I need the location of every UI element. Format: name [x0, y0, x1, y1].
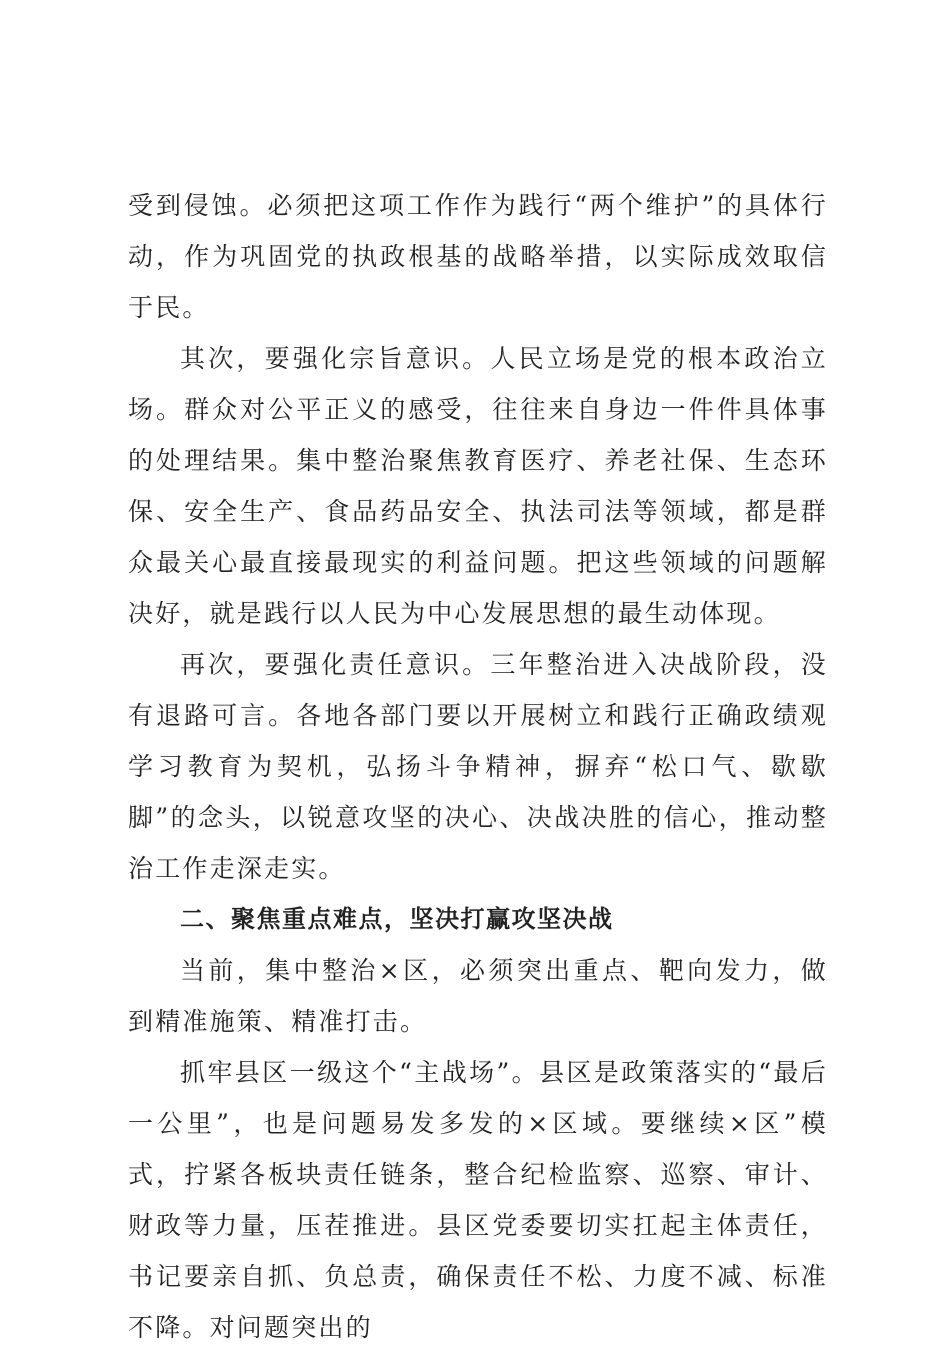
paragraph-current-focus: 当前，集中整治×区，必须突出重点、靶向发力，做到精准施策、精准打击。: [128, 956, 828, 1036]
document-body: [128, 180, 828, 1353]
section-heading: 二、聚焦重点难点，坚决打赢攻坚决战: [180, 905, 614, 933]
paragraph-county-battlefield: 抓牢县区一级这个“主战场”。县区是政策落实的“最后一公里”，也是问题易发多发的×区域。要继续×区”模式，拧紧各板块责任链条，整合纪检监察、巡察、审计、财政等力量，压茬推进。县区党委要切实扛起主体责任，书记要亲自抓、负总责，确保责任不松、力度不减、标准不降。对问题突出的: [128, 1058, 828, 1342]
paragraph-purpose-awareness: 其次，要强化宗旨意识。人民立场是党的根本政治立场。群众对公平正义的感受，往往来自身边一件件具体事的处理结果。集中整治聚焦教育医疗、养老社保、生态环保、安全生产、食品药品安全、执法司法等领域，都是群众最关心最直接最现实的利益问题。把这些领域的问题解决好，就是践行以人民为中心发展思想的最生动体现。: [128, 344, 828, 628]
paragraph-responsibility-awareness: 再次，要强化责任意识。三年整治进入决战阶段，没有退路可言。各地各部门要以开展树立和践行正确政绩观学习教育为契机，弘扬斗争精神，摒弃“松口气、歇歇脚”的念头，以锐意攻坚的决心、决战决胜的信心，推动整治工作走深走实。: [128, 650, 828, 883]
paragraph-continuation: 受到侵蚀。必须把这项工作作为践行“两个维护”的具体行动，作为巩固党的执政根基的战略举措，以实际成效取信于民。: [128, 191, 828, 322]
